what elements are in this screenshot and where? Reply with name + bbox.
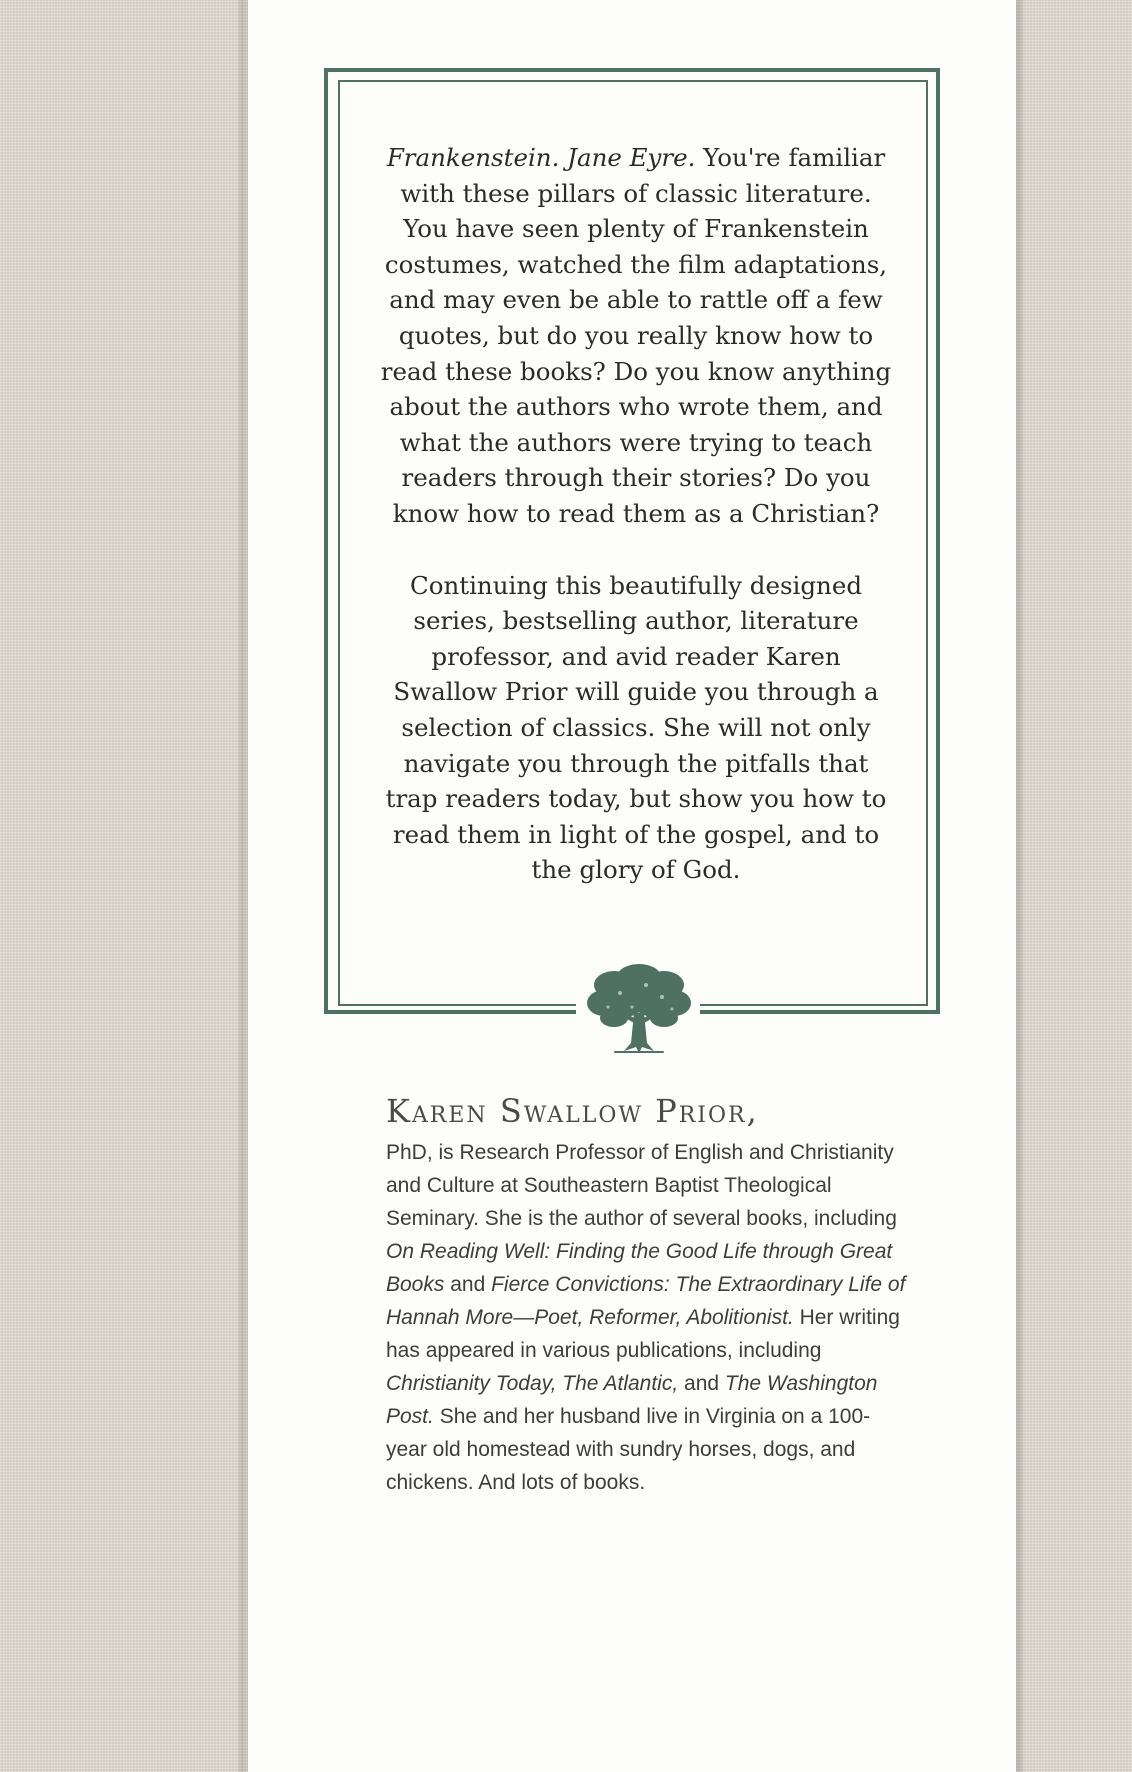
book-blurb bbox=[376, 140, 896, 888]
blurb-paragraph-2: Continuing this beautifully designed series, bestselling author, literature professor, and avid reader Karen Swallow Prior will guide you through a selection of classics. She will not only navigate you through the pitfalls that trap readers today, but show you how to read them in light of the gospel, and to the glory of God. bbox=[385, 570, 887, 885]
bio-part-5: She and her husband live in Virginia on a 100-year old homestead with sundry horses, dogs, and chickens. And lots of books. bbox=[386, 1405, 871, 1494]
blurb-paragraph-1-text: You're familiar with these pillars of classic literature. You have seen plenty of Frankenstein costumes, watched the film adaptations, and may even be able to rattle off a few quotes, but do you really know how to read these books? Do you know anything about the authors who wrote them, and what the authors were trying to teach readers through their stories? Do you know how to read them as a Christian? bbox=[380, 143, 892, 528]
bio-book-2: Fierce Convictions: The Extraordinary Life of Hannah More—Poet, Reformer, Abolitionist. bbox=[386, 1273, 906, 1329]
oak-tree-icon bbox=[584, 963, 694, 1059]
bio-publication-1: Christianity Today, The Atlantic, bbox=[386, 1372, 679, 1395]
bio-part-1: PhD, is Research Professor of English and Christianity and Culture at Southeastern Baptist Theological Seminary. She is the author of several books, including bbox=[386, 1141, 897, 1230]
cloth-fold-left bbox=[238, 0, 246, 1772]
bio-publication-2: The Washington Post. bbox=[386, 1372, 878, 1428]
author-bio bbox=[386, 1090, 906, 1499]
blurb-titles: Frankenstein. Jane Eyre. bbox=[386, 143, 696, 172]
cloth-fold-right bbox=[1016, 0, 1024, 1772]
author-name: Karen Swallow Prior, bbox=[386, 1092, 759, 1130]
bio-book-1: On Reading Well: Finding the Good Life through Great Books bbox=[386, 1240, 893, 1296]
bio-part-2: and bbox=[444, 1273, 492, 1296]
bio-part-4: and bbox=[678, 1372, 725, 1395]
bio-part-3: Her writing has appeared in various publications, including bbox=[386, 1306, 900, 1362]
paper-band bbox=[248, 0, 1016, 1772]
blurb-paragraph-1 bbox=[376, 140, 896, 532]
author-bio-text bbox=[386, 1136, 906, 1499]
